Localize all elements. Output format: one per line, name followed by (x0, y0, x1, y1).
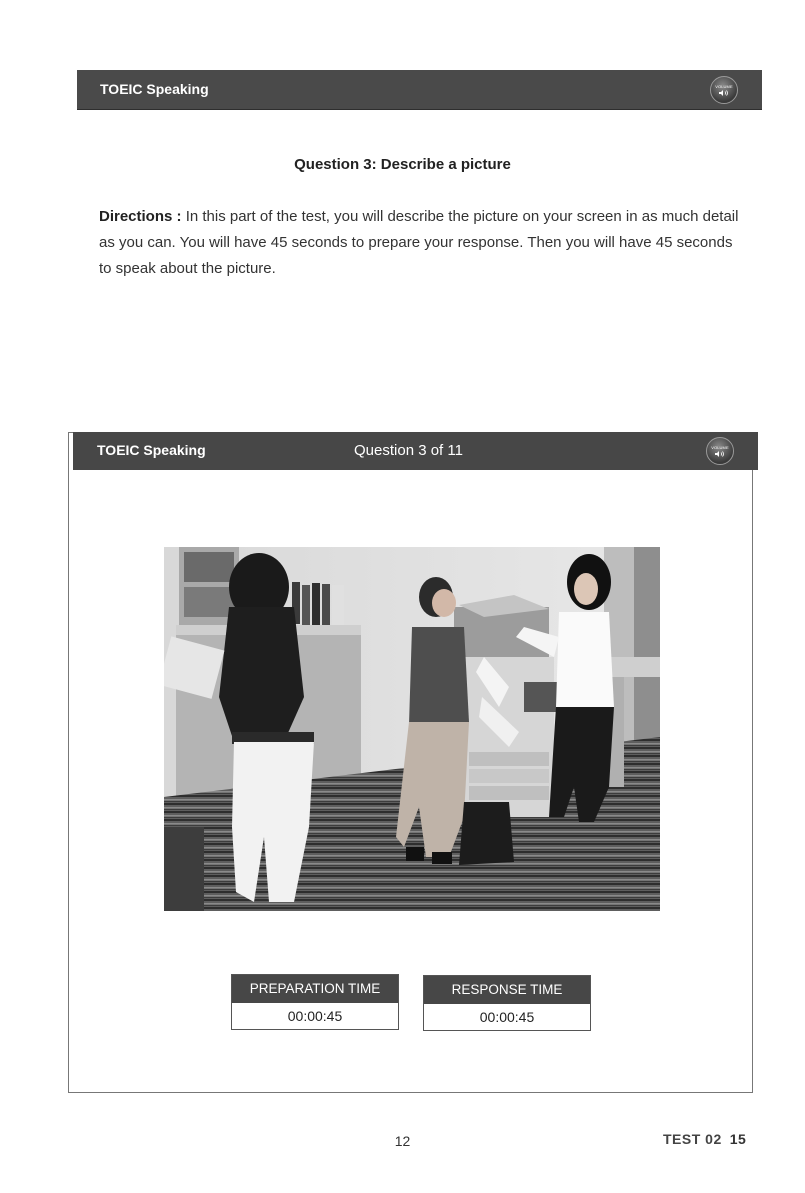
question-counter: Question 3 of 11 (354, 442, 463, 459)
volume-button[interactable] (710, 76, 738, 104)
screen-app-title: TOEIC Speaking (97, 442, 206, 458)
response-time-label: RESPONSE TIME (424, 976, 590, 1004)
screen-volume-button[interactable] (706, 437, 734, 465)
test-screen-header (73, 432, 758, 470)
question-photo (164, 547, 660, 911)
test-label (663, 1131, 746, 1147)
app-title: TOEIC Speaking (100, 81, 209, 97)
directions-paragraph (99, 204, 739, 282)
top-header-bar (77, 70, 762, 110)
directions-label: Directions : (99, 208, 182, 225)
directions-text: In this part of the test, you will describe the picture on your screen in as much detail as you can. You will have 45 seconds to prepare your response. Then you will have 45 seconds to speak about the picture. (99, 208, 739, 277)
preparation-time-label: PREPARATION TIME (232, 975, 398, 1003)
preparation-time-box (231, 974, 399, 1030)
screen-volume-label: VOLUME (711, 444, 729, 450)
volume-label: VOLUME (715, 83, 733, 89)
speaker-icon (714, 450, 726, 458)
preparation-time-value: 00:00:45 (287, 1008, 343, 1024)
page-number: 12 (394, 1133, 411, 1149)
question-title: Question 3: Describe a picture (294, 156, 511, 173)
response-time-value: 00:00:45 (479, 1009, 535, 1025)
office-scene-image (164, 547, 660, 911)
test-name: TEST 02 (663, 1131, 722, 1147)
speaker-icon (718, 89, 730, 97)
test-page-number: 15 (729, 1131, 747, 1147)
response-time-box (423, 975, 591, 1031)
